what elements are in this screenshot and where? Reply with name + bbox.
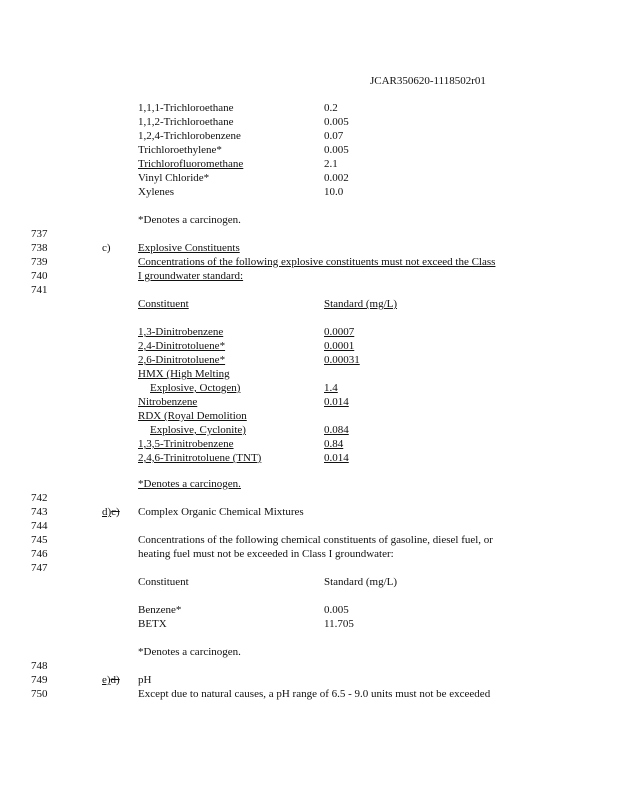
table-row-name: Xylenes <box>138 186 175 198</box>
table-row-name: Nitrobenzene <box>138 396 198 408</box>
table-row-name: Trichloroethylene* <box>138 144 222 156</box>
carcinogen-note: *Denotes a carcinogen. <box>138 646 241 658</box>
table-row-value: 0.00031 <box>324 354 360 366</box>
table-row-value: 0.005 <box>324 144 349 156</box>
section-text: Except due to natural causes, a pH range of 6.5 - 9.0 units must not be exceeded <box>138 688 491 700</box>
line-number: 742 <box>31 492 48 504</box>
column-header-standard: Standard (mg/L) <box>324 298 398 310</box>
line-number: 749 <box>31 674 48 686</box>
table-row-name: 1,1,2-Trichloroethane <box>138 116 234 128</box>
line-number: 743 <box>31 506 48 518</box>
section-label <box>102 506 120 518</box>
table-row-name: Benzene* <box>138 604 182 616</box>
section-intro: Concentrations of the following explosive constituents must not exceed the Class <box>138 256 496 268</box>
table-row-value: 1.4 <box>324 382 338 394</box>
table-row-value: 0.07 <box>324 130 344 142</box>
table-row-value: 0.005 <box>324 116 349 128</box>
table-row-name: RDX (Royal Demolition <box>138 410 247 422</box>
line-number: 740 <box>31 270 48 282</box>
table-row-name: 1,3-Dinitrobenzene <box>138 326 224 338</box>
table-row-value: 2.1 <box>324 158 338 170</box>
table-row-name: Explosive, Octogen) <box>150 382 241 394</box>
table-row-name: 1,2,4-Trichlorobenzene <box>138 130 241 142</box>
carcinogen-note: *Denotes a carcinogen. <box>138 214 241 226</box>
section-label-new: e) <box>102 674 111 686</box>
table-row-value: 0.005 <box>324 604 349 616</box>
table-row-name: 2,4,6-Trinitrotoluene (TNT) <box>138 452 262 464</box>
table-row-name: HMX (High Melting <box>138 368 230 380</box>
table-row-value: 0.084 <box>324 424 349 436</box>
section-title: pH <box>138 674 152 686</box>
table-row-name: 2,4-Dinitrotoluene* <box>138 340 226 352</box>
column-header-constituent: Constituent <box>138 298 189 310</box>
table-row-value: 0.014 <box>324 396 349 408</box>
table-row-name: Trichlorofluoromethane <box>138 158 244 170</box>
line-number: 747 <box>31 562 48 574</box>
line-number: 748 <box>31 660 48 672</box>
section-label-deleted: d) <box>110 674 120 686</box>
table-row-value: 0.002 <box>324 172 349 184</box>
table-row-value: 11.705 <box>324 618 354 630</box>
table-row-value: 0.0007 <box>324 326 355 338</box>
table-row-value: 0.2 <box>324 102 338 114</box>
line-number: 737 <box>31 228 48 240</box>
line-number: 739 <box>31 256 48 268</box>
table-row-value: 0.84 <box>324 438 344 450</box>
column-header-standard: Standard (mg/L) <box>324 576 398 588</box>
section-title: Explosive Constituents <box>138 242 240 254</box>
table-row-name: Explosive, Cyclonite) <box>150 424 246 436</box>
table-row-name: Vinyl Chloride* <box>138 172 210 184</box>
section-title: Complex Organic Chemical Mixtures <box>138 506 304 518</box>
section-intro: Concentrations of the following chemical constituents of gasoline, diesel fuel, or <box>138 534 493 546</box>
line-number: 750 <box>31 688 48 700</box>
column-header-constituent: Constituent <box>138 576 189 588</box>
section-label-new: d) <box>102 506 112 518</box>
table-row-name: BETX <box>138 618 167 630</box>
line-number: 744 <box>31 520 48 532</box>
table-row-name: 2,6-Dinitrotoluene* <box>138 354 226 366</box>
table-row-value: 0.0001 <box>324 340 355 352</box>
document-id: JCAR350620-1118502r01 <box>370 75 486 87</box>
line-number: 745 <box>31 534 48 546</box>
line-number: 741 <box>31 284 48 296</box>
section-label <box>102 674 120 686</box>
table-row-name: 1,1,1-Trichloroethane <box>138 102 234 114</box>
table-row-value: 10.0 <box>324 186 344 198</box>
line-number: 738 <box>31 242 48 254</box>
table-row-value: 0.014 <box>324 452 349 464</box>
table-row-name: 1,3,5-Trinitrobenzene <box>138 438 234 450</box>
carcinogen-note: *Denotes a carcinogen. <box>138 478 241 490</box>
section-label: c) <box>102 242 111 254</box>
section-label-deleted: c) <box>111 506 120 518</box>
section-intro: heating fuel must not be exceeded in Class I groundwater: <box>138 548 394 560</box>
line-number: 746 <box>31 548 48 560</box>
section-intro: I groundwater standard: <box>138 270 244 282</box>
